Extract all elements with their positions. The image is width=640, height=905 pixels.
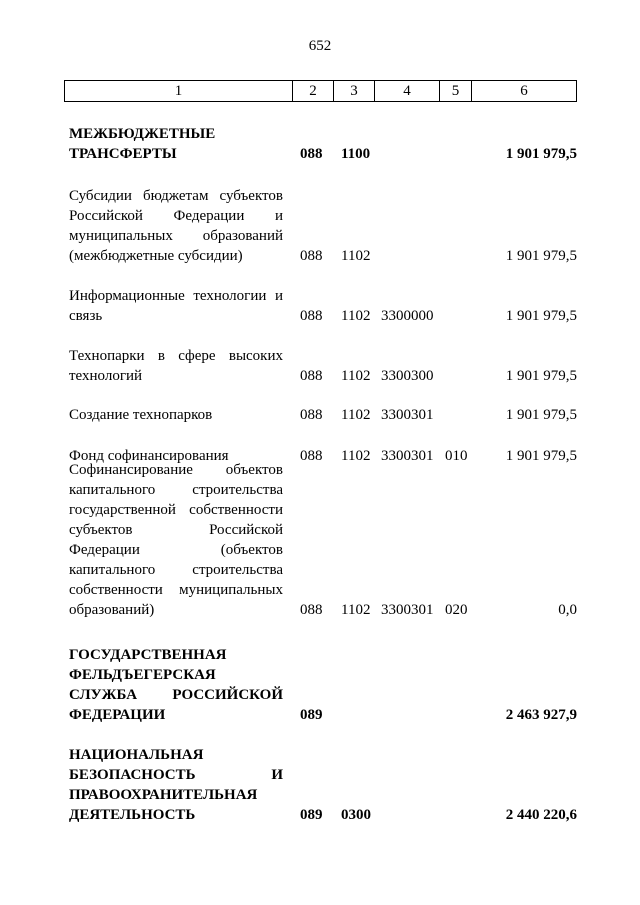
column-header-3: 3 [334,81,375,102]
table-row [0,405,640,425]
row-amount: 1 901 979,5 [505,308,577,324]
row-amount: 1 901 979,5 [505,407,577,423]
row-code-2: 089 [300,707,323,723]
table-row [0,186,640,266]
row-code-4: 3300301 [381,448,434,464]
row-name: МЕЖБЮДЖЕТНЫЕ ТРАНСФЕРТЫ [69,126,216,162]
row-code-4: 3300301 [381,407,434,423]
row-code-5: 020 [445,602,468,618]
row-amount: 1 901 979,5 [505,368,577,384]
row-amount: 2 440 220,6 [505,807,577,823]
row-code-3: 1102 [341,602,371,618]
table-row [0,346,640,386]
row-code-3: 1102 [341,308,371,324]
column-header-6: 6 [472,81,577,102]
row-name: Информационные технологии и связь [69,288,283,324]
row-code-3: 0300 [341,807,371,823]
table-row [0,645,640,725]
row-code-2: 088 [300,248,323,264]
row-code-3: 1102 [341,248,371,264]
row-name: Субсидии бюджетам субъектов Российской Федерации и муниципальных образований (межбюджетные субсидии) [69,188,283,264]
row-amount: 0,0 [558,602,577,618]
row-code-2: 088 [300,448,323,464]
row-code-2: 088 [300,146,323,162]
row-name: Фонд софинансирования [69,448,229,464]
column-header-2: 2 [293,81,334,102]
row-name: ГОСУДАРСТВЕННАЯ ФЕЛЬДЪЕГЕРСКАЯ СЛУЖБА РОССИЙСКОЙ ФЕДЕРАЦИИ [69,647,283,723]
row-code-2: 088 [300,602,323,618]
row-code-2: 089 [300,807,323,823]
column-header-table [64,80,577,102]
column-header-row [65,81,577,102]
column-header-4: 4 [375,81,440,102]
row-code-2: 088 [300,407,323,423]
row-amount: 1 901 979,5 [505,248,577,264]
table-row [0,122,640,164]
row-code-5: 010 [445,448,468,464]
row-code-3: 1100 [341,146,371,162]
row-name: НАЦИОНАЛЬНАЯ БЕЗОПАСНОСТЬ И ПРАВООХРАНИТЕЛЬНАЯ ДЕЯТЕЛЬНОСТЬ [69,747,283,823]
column-header-1: 1 [65,81,293,102]
row-amount: 2 463 927,9 [505,707,577,723]
row-name: Софинансирование объектов капитального строительства государственной собственности субъектов Российской Федерации (объектов капитального строительства собственности муниципальных образований) [69,462,283,618]
row-code-2: 088 [300,368,323,384]
row-name: Создание технопарков [69,407,213,423]
table-row [0,745,640,825]
row-code-4: 3300301 [381,602,434,618]
page-number: 652 [308,38,332,54]
row-code-3: 1102 [341,368,371,384]
row-code-3: 1102 [341,448,371,464]
table-row [0,462,640,620]
row-code-3: 1102 [341,407,371,423]
column-header-5: 5 [440,81,472,102]
row-amount: 1 901 979,5 [505,448,577,464]
table-row [0,286,640,326]
row-name: Технопарки в сфере высоких технологий [69,348,283,384]
row-code-4: 3300300 [381,368,434,384]
row-amount: 1 901 979,5 [505,146,577,162]
row-code-2: 088 [300,308,323,324]
row-code-4: 3300000 [381,308,434,324]
